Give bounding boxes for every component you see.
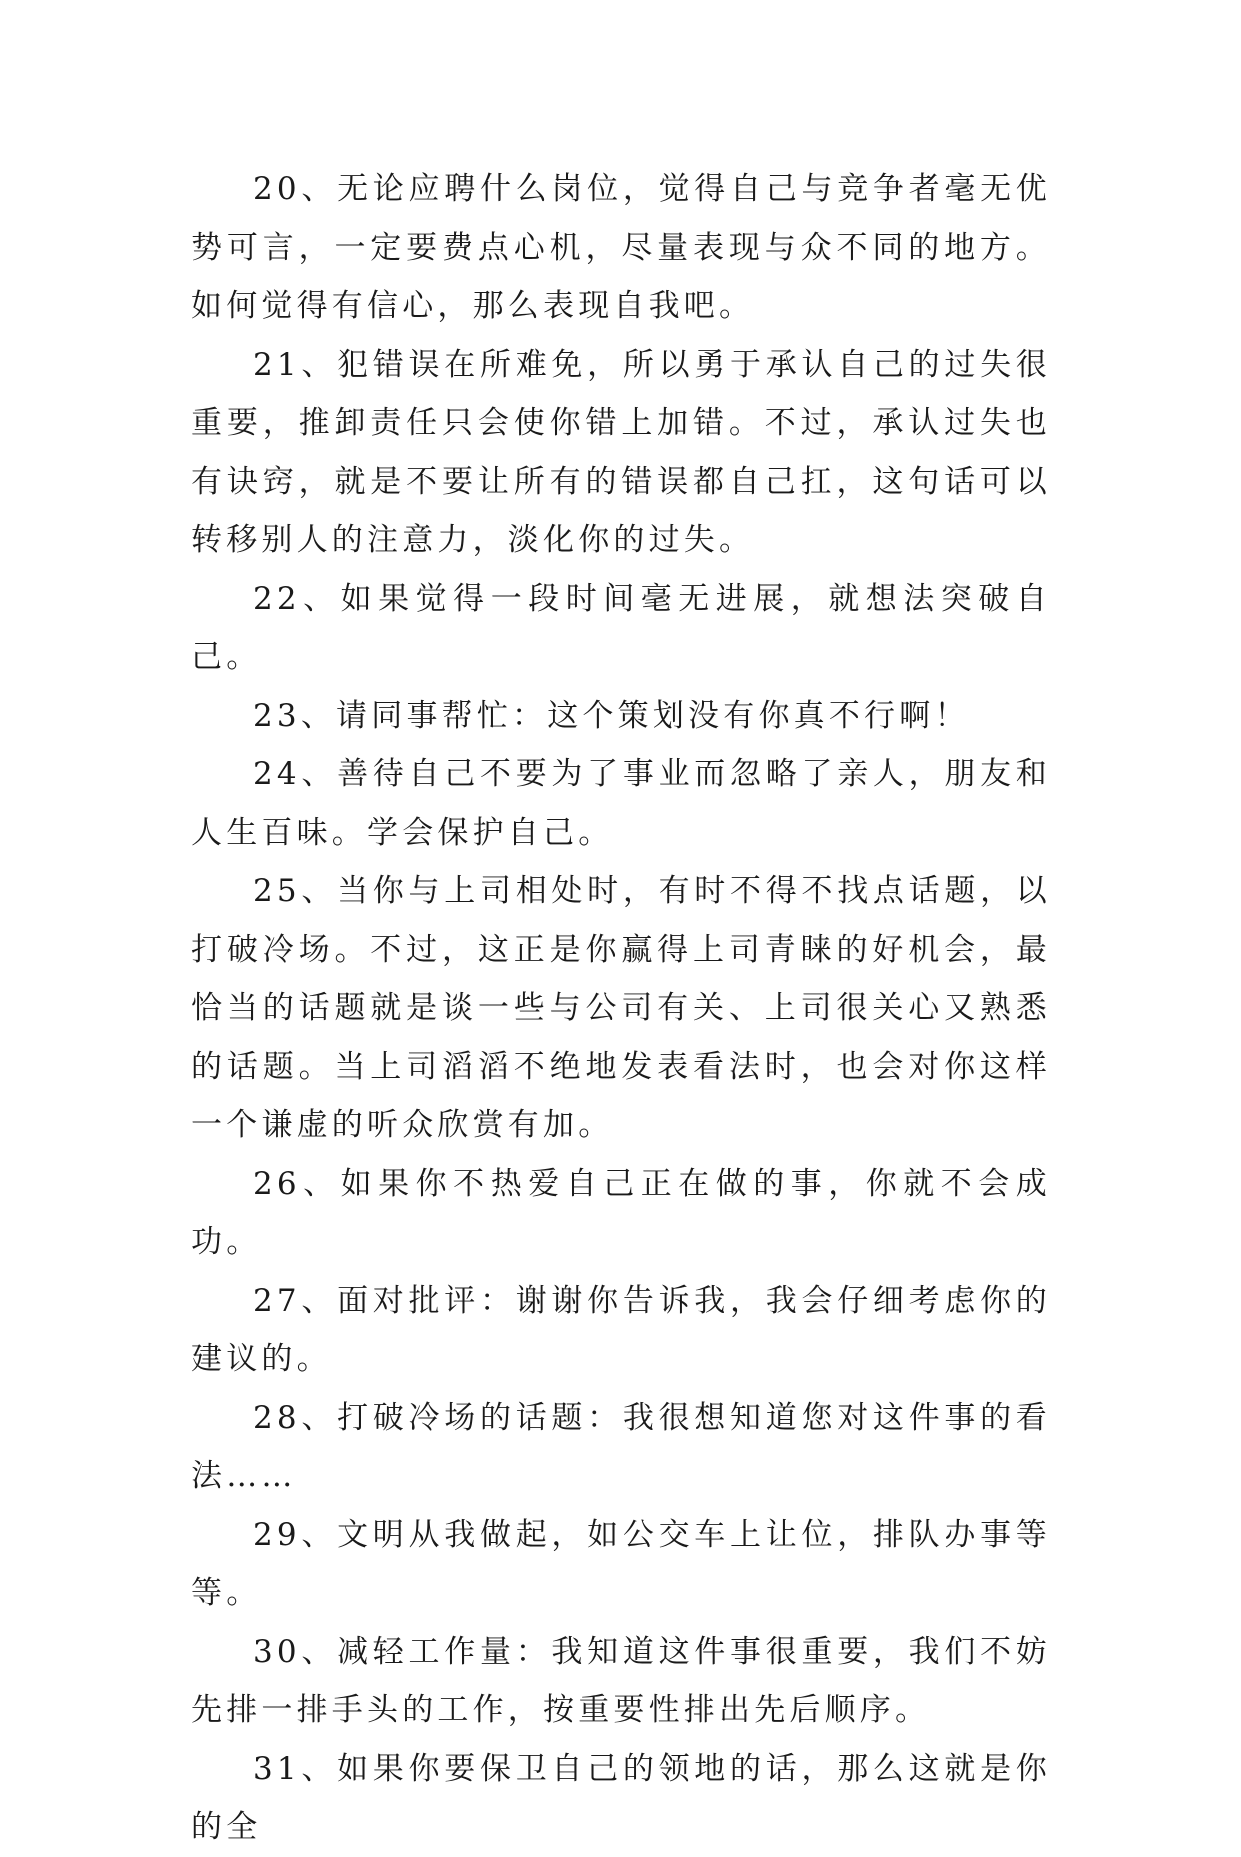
paragraph-21: 21、犯错误在所难免，所以勇于承认自己的过失很重要，推卸责任只会使你错上加错。不过，承认过失也有诀窍，就是不要让所有的错误都自己扛，这句话可以转移别人的注意力，淡化你的过失。	[191, 346, 1051, 558]
paragraph-27: 27、面对批评：谢谢你告诉我，我会仔细考虑你的建议的。	[191, 1282, 1051, 1377]
paragraph-31: 31、如果你要保卫自己的领地的话，那么这就是你的全	[191, 1750, 1051, 1845]
paragraph-24: 24、善待自己不要为了事业而忽略了亲人，朋友和人生百味。学会保护自己。	[191, 756, 1051, 851]
paragraph-20: 20、无论应聘什么岗位，觉得自己与竞争者毫无优势可言，一定要费点心机，尽量表现与众不同的地方。如何觉得有信心，那么表现自我吧。	[191, 171, 1051, 324]
paragraph-26: 26、如果你不热爱自己正在做的事，你就不会成功。	[191, 1165, 1051, 1260]
document-body	[191, 160, 1051, 1857]
paragraph-25: 25、当你与上司相处时，有时不得不找点话题，以打破冷场。不过，这正是你赢得上司青睐的好机会，最恰当的话题就是谈一些与公司有关、上司很关心又熟悉的话题。当上司滔滔不绝地发表看法时，也会对你这样一个谦虚的听众欣赏有加。	[191, 873, 1051, 1143]
paragraph-22: 22、如果觉得一段时间毫无进展，就想法突破自己。	[191, 580, 1051, 675]
paragraph-30: 30、减轻工作量：我知道这件事很重要，我们不妨先排一排手头的工作，按重要性排出先后顺序。	[191, 1633, 1051, 1728]
paragraph-29: 29、文明从我做起，如公交车上让位，排队办事等等。	[191, 1516, 1051, 1611]
paragraph-23: 23、请同事帮忙：这个策划没有你真不行啊！	[253, 697, 970, 734]
paragraph-28: 28、打破冷场的话题：我很想知道您对这件事的看法……	[191, 1399, 1051, 1494]
